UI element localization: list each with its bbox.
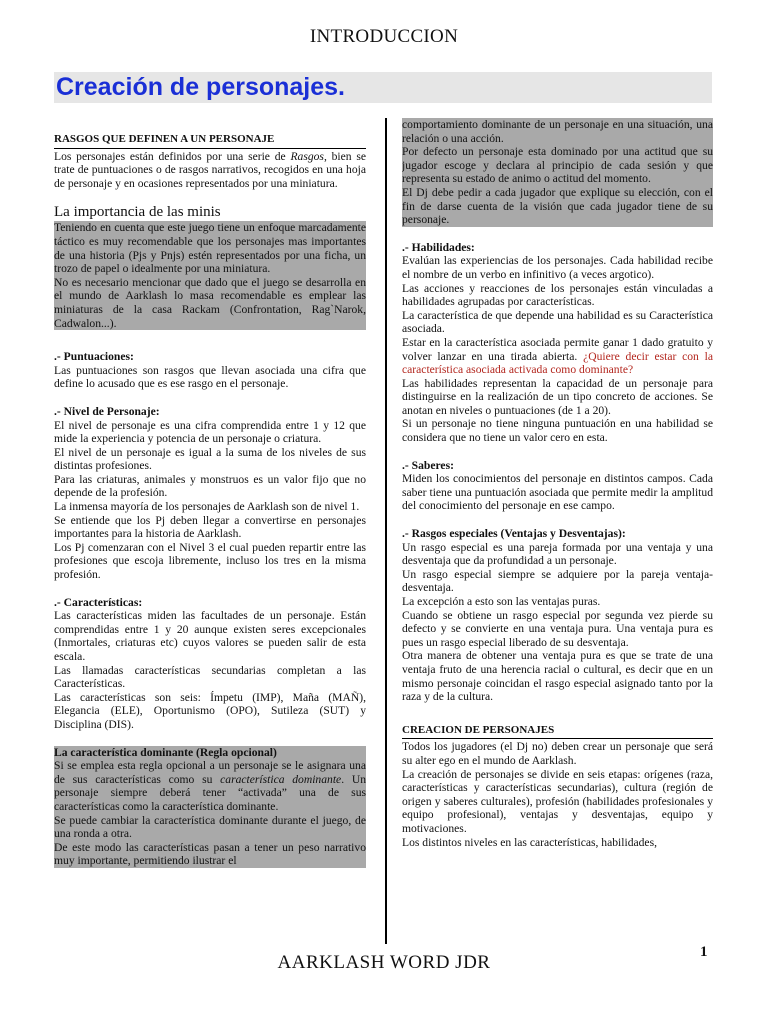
subheading-minis: La importancia de las minis xyxy=(54,204,221,221)
paragraph: Teniendo en cuenta que este juego tiene un enfoque marcadamente táctico es muy recomendable que los personajes mas importantes de una historia (Pjs y Pnjs) estén representados por una ficha, un trozo de papel o idealmente por una miniatura. xyxy=(54,221,366,276)
paragraph: De este modo las características pasan a tener un peso narrativo muy importante, permitiendo ilustrar el xyxy=(54,840,366,868)
editor-question: ¿Quiere decir estar con la característica asociada activada como dominante? xyxy=(402,349,713,377)
paragraph: El nivel de un personaje es igual a la suma de los niveles de sus distintas profesiones. xyxy=(54,445,366,473)
title-band xyxy=(54,72,712,103)
running-header: INTRODUCCION xyxy=(309,26,459,47)
section-heading-creacion: CREACION DE PERSONAJES xyxy=(402,724,713,740)
paragraph: Las puntuaciones son rasgos que llevan asociada una cifra que define lo acusado que es ese rasgo en el personaje. xyxy=(54,363,366,391)
shaded-block-minis xyxy=(54,221,366,330)
paragraph: Otra manera de obtener una ventaja pura es que se trate de una ventaja fruto de una herencia racial o cultural, es decir que en un mismo personaje coincidan el rasgo especial asignado tanto por la raza y de la cultura. xyxy=(402,649,713,704)
heading-nivel: .- Nivel de Personaje: xyxy=(54,404,160,418)
paragraph: Las habilidades representan la capacidad de un personaje para distinguirse en la realización de un tipo concreto de acciones. Se anotan en niveles o puntuaciones (de 1 a 20). xyxy=(402,376,713,417)
paragraph: Las acciones y reacciones de los personajes están vinculadas a habilidades agrupadas por características. xyxy=(402,281,713,309)
paragraph: Evalúan las experiencias de los personajes. Cada habilidad recibe el nombre de un verbo en infinitivo (a veces argotico). xyxy=(402,254,713,281)
paragraph: Miden los conocimientos del personaje en distintos campos. Cada saber tiene una puntuación asociada que permite medir la amplitud del conocimiento del personaje en ese campo. xyxy=(402,472,713,513)
paragraph: El Dj debe pedir a cada jugador que explique su elección, con el fin de darse cuenta de la visión que cada jugador tiene de su personaje. xyxy=(402,185,713,227)
paragraph xyxy=(54,759,366,813)
paragraph: El nivel de personaje es una cifra comprendida entre 1 y 12 que mide la experiencia y potencia de un personaje o criatura. xyxy=(54,418,366,446)
paragraph: Un rasgo especial siempre se adquiere por la pareja ventaja-desventaja. xyxy=(402,567,713,595)
right-column xyxy=(402,118,713,944)
paragraph xyxy=(54,150,366,191)
paragraph xyxy=(402,336,713,377)
paragraph: Las llamadas características secundarias completan a las Características. xyxy=(54,663,366,691)
heading-puntuaciones: .- Puntuaciones: xyxy=(54,350,134,364)
heading-caracteristicas: .- Características: xyxy=(54,595,143,609)
paragraph: Las características son seis: Ímpetu (IMP), Maña (MAÑ), Elegancia (ELE), Oportunismo (OPO), Sutileza (SUT) y Disciplina (DIS). xyxy=(54,690,366,731)
text: . Un personaje siempre deberá tener “activada” una de sus características como la característica dominante. xyxy=(54,772,366,813)
shaded-block-dominante-cont xyxy=(402,118,713,227)
text: Estar en la característica asociada permite ganar 1 dado gratuito y volver lanzar en una tirada abierta. xyxy=(402,335,713,363)
paragraph: Por defecto un personaje esta dominado por una actitud que su jugador escoge y declara al principio de cada sesión y que representa su estado de animo o actitud del momento. xyxy=(402,145,713,186)
text: Si se emplea esta regla opcional a un personaje se le asignara una de sus características como su xyxy=(54,759,366,786)
paragraph: Se puede cambiar la característica dominante durante el juego, de una ronda a otra. xyxy=(54,813,366,841)
paragraph: Se entiende que los Pj deben llegar a convertirse en personajes importantes para la historia de Aarklash. xyxy=(54,513,366,541)
heading-habilidades: .- Habilidades: xyxy=(402,240,475,254)
paragraph: Los Pj comenzaran con el Nivel 3 el cual pueden repartir entre las profesiones que escoja libremente, incluso los tres en la misma profesión. xyxy=(54,540,366,582)
text: Los personajes están definidos por una serie de xyxy=(54,149,291,163)
paragraph: comportamiento dominante de un personaje en una situación, una relación o una acción. xyxy=(402,118,713,145)
paragraph: No es necesario mencionar que dado que el juego se desarrolla en el mundo de Aarklash lo masa recomendable es emplear las miniaturas de la casa Rackam (Confrontation, Rag`Narok, Cadwalon...). xyxy=(54,275,366,330)
column-divider xyxy=(385,118,387,944)
paragraph: La excepción a esto son las ventajas puras. xyxy=(402,595,601,608)
paragraph: Un rasgo especial es una pareja formada por una ventaja y una desventaja que da profundidad a un personaje. xyxy=(402,540,713,568)
paragraph: Todos los jugadores (el Dj no) deben crear un personaje que será su alter ego en el mundo de Aarklash. xyxy=(402,740,713,767)
paragraph: La inmensa mayoría de los personajes de Aarklash son de nivel 1. xyxy=(54,500,360,514)
heading-saberes: .- Saberes: xyxy=(402,458,454,472)
page-number: 1 xyxy=(700,944,708,960)
text: , bien se trate de puntuaciones o de rasgos narrativos, recogidos en una hoja de personaje y en ocasiones representados por una miniatura. xyxy=(54,149,366,190)
shaded-block-dominante xyxy=(54,746,366,868)
paragraph: Las características miden las facultades de un personaje. Están comprendidas entre 1 y 20 aunque existen seres excepcionales (Inmortales, criaturas etc) cuyos valores se pueden salir de esta escala. xyxy=(54,609,366,663)
page-title: Creación de personajes. xyxy=(56,73,346,101)
emphasis: característica dominante xyxy=(220,772,342,786)
paragraph: Cuando se obtiene un rasgo especial por segunda vez pierde su defecto y se convierte en una ventaja pura. Una ventaja pura es pues un rasgo especial liberado de su desventaja. xyxy=(402,608,713,649)
section-heading-rasgos: RASGOS QUE DEFINEN A UN PERSONAJE xyxy=(54,133,366,149)
paragraph: La creación de personajes se divide en seis etapas: orígenes (raza, características y características secundarias), cultura (región de origen y saberes culturales), profesión (habilidades profesionales y equipo profesional), ventajas y desventajas, equipo y motivaciones. xyxy=(402,767,713,835)
paragraph: La característica de que depende una habilidad es su Característica asociada. xyxy=(402,308,713,336)
heading-rasgos-especiales: .- Rasgos especiales (Ventajas y Desventajas): xyxy=(402,527,626,541)
heading-dominante: La característica dominante (Regla opcional) xyxy=(54,745,277,759)
paragraph: Los distintos niveles en las características, habilidades, xyxy=(402,835,657,849)
paragraph: Para las criaturas, animales y monstruos es un valor fijo que no depende de la profesión. xyxy=(54,472,366,500)
emphasis: Rasgos xyxy=(290,149,324,163)
running-footer: AARKLASH WORD JDR xyxy=(277,952,491,973)
paragraph: Si un personaje no tiene ninguna puntuación en una habilidad se considera que no tiene un valor cero en esta. xyxy=(402,417,713,445)
left-column xyxy=(54,133,366,943)
